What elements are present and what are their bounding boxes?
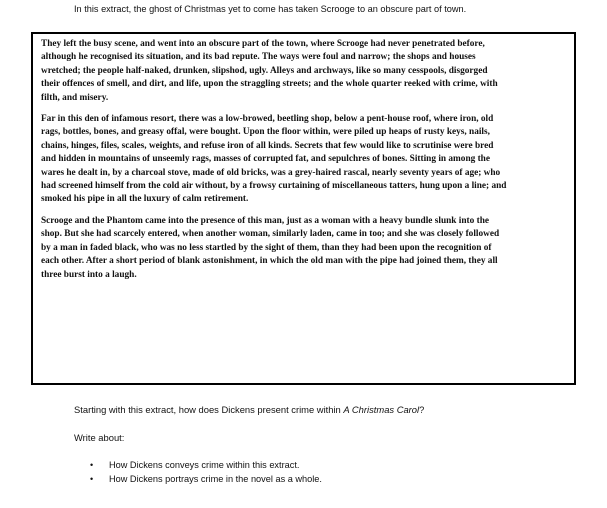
- bullet-list: [90, 458, 322, 486]
- extract-paragraph-2: Far in this den of infamous resort, there was a low-browed, beetling shop, below a pent-house roof, where iron, old rags, bottles, bones, and greasy offal, were bought. Upon the floor within, were piled up heaps of rusty keys, nails, chains, hinges, files, scales, weights, and refuse iron of all kinds. Secrets that few would like to scrutinise were bred and hidden in mountains of unseemly rags, masses of corrupted fat, and sepulchres of bones. Sitting in among the wares he dealt in, by a charcoal stove, made of old bricks, was a grey-haired rascal, nearly seventy years of age; who had screened himself from the cold air without, by a frowsy curtaining of miscellaneous tatters, hung upon a line; and smoked his pipe in all the luxury of calm retirement.: [41, 114, 507, 205]
- bullet-text: How Dickens portrays crime in the novel as a whole.: [109, 474, 322, 484]
- write-about-label: Write about:: [74, 432, 125, 443]
- intro-text: In this extract, the ghost of Christmas yet to come has taken Scrooge to an obscure part of town.: [74, 4, 467, 14]
- bullet-text: How Dickens conveys crime within this extract.: [109, 460, 300, 470]
- novel-title: A Christmas Carol: [343, 404, 420, 415]
- question-prefix: Starting with this extract, how does Dickens present crime within: [74, 404, 344, 415]
- extract-text: [41, 38, 508, 290]
- bullet-icon: •: [90, 474, 94, 484]
- bullet-icon: •: [90, 460, 94, 470]
- extract-paragraph-3: Scrooge and the Phantom came into the presence of this man, just as a woman with a heavy bundle slunk into the shop. But she had scarcely entered, when another woman, similarly laden, came in too; and she was closely followed by a man in faded black, who was no less startled by the sight of them, than they had been upon the recognition of each other. After a short period of blank astonishment, in which the old man with the pipe had joined them, they all three burst into a laugh.: [41, 215, 500, 280]
- bullet-item: [90, 472, 322, 486]
- question-text: [74, 404, 424, 416]
- question-suffix: ?: [419, 404, 425, 415]
- bullet-item: [90, 458, 322, 472]
- extract-paragraph-1: They left the busy scene, and went into an obscure part of the town, where Scrooge had never penetrated before, although he recognised its situation, and its bad repute. The ways were foul and narrow; the shops and houses wretched; the people half-naked, drunken, slipshod, ugly. Alleys and archways, like so many cesspools, disgorged their offences of smell, and dirt, and life, upon the straggling streets; and the whole quarter reeked with crime, with filth, and misery.: [41, 39, 498, 103]
